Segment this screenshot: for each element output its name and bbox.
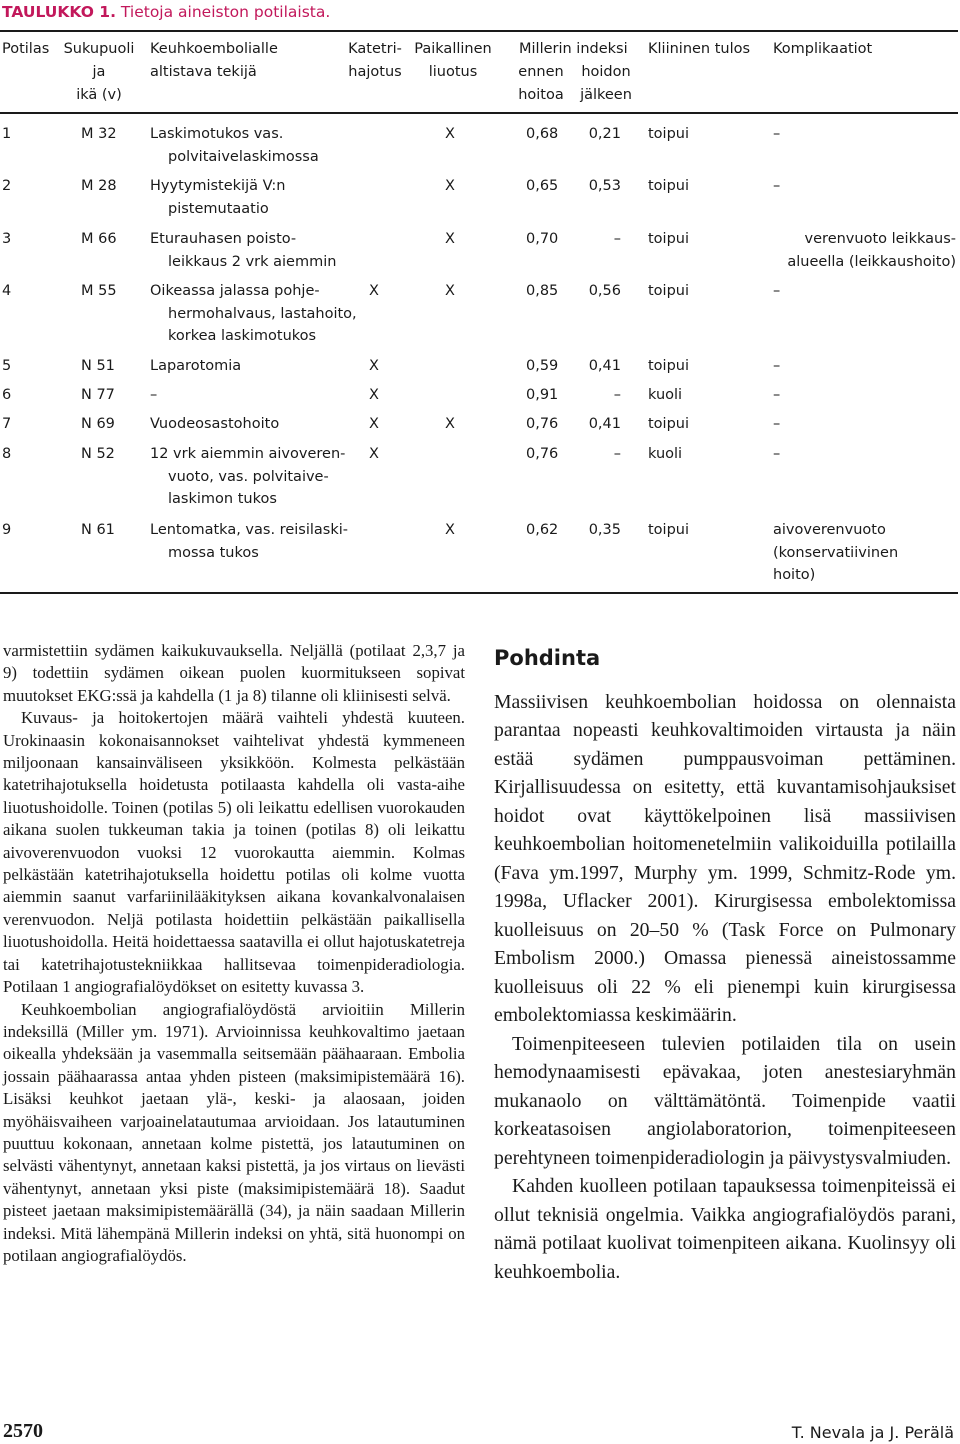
table-top-rule bbox=[0, 30, 958, 32]
cell-kliininen-tulos: toipui bbox=[648, 126, 690, 142]
section-heading-pohdinta: Pohdinta bbox=[494, 646, 601, 670]
paragraph: Massiivisen keuhkoembolian hoidossa on olennaista parantaa nopeasti keuhkovaltimoiden virtausta ja näin estää sydämen pumppausvoiman pettäminen. Kirjallisuudessa on esitetty, että kuvantamisohjauksiset hoidot ovat käyttökelpoinen lisä massiivisen keuhkoembolian hoitomenetelmiin valikoiduilla potilailla (Fava ym.1997, Murphy ym. 1999, Schmitz-Rode ym. 1998a, Uflacker 2001). Kirurgisessa embolektomissa kuolleisuus on 20–50 % (Task Force on Pulmonary Embolism 2000.) Omassa pienessä aineistossamme kuolleisuus oli 22 % eli pienempi kuin kirurgisessa embolektomiassa keskimäärin. bbox=[494, 690, 956, 1026]
cell-komplikaatiot: – bbox=[773, 446, 781, 462]
cell-miller-ennen: 0,85 bbox=[526, 283, 559, 299]
cell-altistava-tekija: Eturauhasen poisto- leikkaus 2 vrk aiemmin bbox=[150, 231, 337, 270]
cell-miller-ennen: 0,76 bbox=[526, 446, 559, 462]
cell-paikallinen: X bbox=[445, 178, 455, 194]
cell-altistava-tekija: – bbox=[150, 387, 158, 403]
cell-altistava-tekija: Laparotomia bbox=[150, 358, 242, 374]
cell-miller-jalkeen: 0,56 bbox=[588, 283, 621, 299]
cell-kliininen-tulos: kuoli bbox=[648, 387, 683, 403]
cell-sukupuoli-ika: N 61 bbox=[81, 522, 115, 538]
header-katetrihajotus: Katetri- hajotus bbox=[348, 41, 402, 80]
cell-potilas: 4 bbox=[2, 283, 12, 299]
header-paikallinen-liuotus: Paikallinen liuotus bbox=[414, 41, 492, 80]
header-komplikaatiot: Komplikaatiot bbox=[773, 41, 873, 57]
cell-sukupuoli-ika: N 51 bbox=[81, 358, 115, 374]
cell-kliininen-tulos: toipui bbox=[648, 178, 690, 194]
cell-sukupuoli-ika: N 77 bbox=[81, 387, 115, 403]
cell-potilas: 1 bbox=[2, 126, 12, 142]
cell-altistava-tekija: 12 vrk aiemmin aivoveren- vuoto, vas. polvitaive- laskimon tukos bbox=[150, 446, 346, 507]
table-bottom-rule bbox=[0, 592, 958, 594]
cell-komplikaatiot: – bbox=[773, 416, 781, 432]
cell-miller-ennen: 0,68 bbox=[526, 126, 559, 142]
cell-paikallinen: X bbox=[445, 231, 455, 247]
cell-miller-jalkeen: – bbox=[613, 231, 621, 247]
cell-komplikaatiot: verenvuoto leikkaus- alueella (leikkaushoito) bbox=[787, 231, 956, 270]
cell-altistava-tekija: Lentomatka, vas. reisilaski- mossa tukos bbox=[150, 522, 348, 561]
cell-potilas: 8 bbox=[2, 446, 12, 462]
cell-potilas: 6 bbox=[2, 387, 12, 403]
header-ennen-hoitoa: ennen hoitoa bbox=[518, 64, 564, 103]
cell-kliininen-tulos: toipui bbox=[648, 231, 690, 247]
cell-kliininen-tulos: toipui bbox=[648, 416, 690, 432]
header-sukupuoli: Sukupuoli ja ikä (v) bbox=[63, 41, 135, 103]
cell-katetrihajotus: X bbox=[369, 446, 379, 462]
cell-komplikaatiot: – bbox=[773, 178, 781, 194]
cell-miller-jalkeen: 0,41 bbox=[588, 416, 621, 432]
cell-sukupuoli-ika: M 28 bbox=[81, 178, 117, 194]
cell-potilas: 7 bbox=[2, 416, 12, 432]
cell-miller-ennen: 0,59 bbox=[526, 358, 559, 374]
cell-katetrihajotus: X bbox=[369, 358, 379, 374]
paragraph: Kahden kuolleen potilaan tapauksessa toimenpiteissä ei ollut teknisiä ongelmia. Vaikka angiografialöydös parani, nämä potilaat kuolivat toimenpiteen aikana. Kuolinsyy oli keuhkoembolia. bbox=[494, 1175, 956, 1283]
cell-miller-ennen: 0,76 bbox=[526, 416, 559, 432]
cell-miller-jalkeen: 0,41 bbox=[588, 358, 621, 374]
cell-potilas: 9 bbox=[2, 522, 12, 538]
table-label: TAULUKKO 1. bbox=[2, 3, 116, 21]
header-potilas: Potilas bbox=[2, 41, 50, 57]
header-kliininen-tulos: Kliininen tulos bbox=[648, 41, 751, 57]
cell-kliininen-tulos: toipui bbox=[648, 283, 690, 299]
footer-authors: T. Nevala ja J. Perälä bbox=[791, 1423, 954, 1442]
cell-kliininen-tulos: kuoli bbox=[648, 446, 683, 462]
cell-paikallinen: X bbox=[445, 416, 455, 432]
cell-komplikaatiot: – bbox=[773, 126, 781, 142]
cell-kliininen-tulos: toipui bbox=[648, 522, 690, 538]
cell-altistava-tekija: Oikeassa jalassa pohje- hermohalvaus, lastahoito, korkea laskimotukos bbox=[150, 283, 357, 344]
cell-sukupuoli-ika: M 55 bbox=[81, 283, 117, 299]
body-column-right bbox=[494, 640, 956, 1286]
paragraph: Toimenpiteeseen tulevien potilaiden tila on usein hemodynaamisesti epävakaa, joten anestesiaryhmän mukanaolo on välttämätöntä. Toimenpide vaatii korkeatasoisen angiolaboratorion, toimenpiteeseen perehtyneen toimenpideradiologin ja päivystysvalmiuden. bbox=[494, 1032, 956, 1169]
paragraph: Keuhkoembolian angiografialöydöstä arvioitiin Millerin indeksillä (Miller ym. 1971). Arvioinnissa keuhkovaltimo jaetaan oikealla yhdeksään ja vasemmalla seitsemään päähaaraan. Embolia jossain päähaarassa antaa yhden pisteen (maksimipistemäärä 16). Lisäksi keuhkot jaetaan ylä-, keski- ja alaosaan, joiden myöhäisvaiheen varjoainelatautumaa arvioidaan. Jos latautuminen puuttuu kokonaan, annetaan kolme pistettä, jos latautuminen on selvästi vähentynyt, annetaan kaksi pistettä, ja jos virtaus on lievästi vähentynyt, annetaan yksi piste (maksimipistemäärä 18). Saadut pisteet jaetaan maksimipistemäärällä (34), ja näin saadaan Millerin indeksi. Mitä lähempänä Millerin indeksi on yhtä, sitä huonompi on potilaan angiografialöydös. bbox=[3, 999, 465, 1265]
cell-sukupuoli-ika: M 32 bbox=[81, 126, 117, 142]
cell-altistava-tekija: Vuodeosastohoito bbox=[150, 416, 280, 432]
header-tekija: Keuhkoembolialle altistava tekijä bbox=[150, 41, 278, 80]
cell-miller-jalkeen: – bbox=[613, 446, 621, 462]
paragraph: varmistettiin sydämen kaikukuvauksella. Neljällä (potilaat 2,3,7 ja 9) todettiin sydämen oikean puolen kuormitukseen sopivat muutokset EKG:ssä ja kahdella (1 ja 8) tilanne oli kliinisesti selvä. bbox=[3, 641, 465, 705]
cell-miller-jalkeen: 0,53 bbox=[588, 178, 621, 194]
cell-sukupuoli-ika: M 66 bbox=[81, 231, 117, 247]
cell-potilas: 3 bbox=[2, 231, 12, 247]
cell-potilas: 2 bbox=[2, 178, 12, 194]
paragraph: Kuvaus- ja hoitokertojen määrä vaihteli yhdestä kuuteen. Urokinaasin kokonaisannokset vaihtelivat yhdestä kymmeneen miljoonaan kansainväliseen yksikköön. Kolmesta pelkästään katetrihajotuksella hoidetusta potilaasta kahdella oli vasta-aihe liuotushoidolle. Toinen (potilas 5) oli leikattu edellisen vuorokauden aikana suolen tukkeuman takia ja toinen (potilas 8) oli leikattu aivoverenvuodon vuoksi 12 vuorokautta aiemmin. Kolmas pelkästään katetrihajotuksella hoidettu potilas oli kolme vuotta aiemmin saanut varfariinilääkityksen aikana kovankalvonalaisen verenvuodon. Neljä potilasta hoidettiin pelkästään paikallisella liuotushoidolla. Heitä hoidettaessa saatavilla ei ollut hajotuskatetreja tai katetrihajotustekniikkaa hallitsevaa toimenpideradiologia. Potilaan 1 angiografialöydökset on esitetty kuvassa 3. bbox=[3, 708, 465, 997]
table-header-rule bbox=[0, 112, 958, 114]
cell-miller-jalkeen: – bbox=[613, 387, 621, 403]
cell-komplikaatiot: – bbox=[773, 358, 781, 374]
cell-sukupuoli-ika: N 69 bbox=[81, 416, 115, 432]
cell-miller-jalkeen: 0,35 bbox=[588, 522, 621, 538]
cell-miller-ennen: 0,91 bbox=[526, 387, 559, 403]
cell-katetrihajotus: X bbox=[369, 283, 379, 299]
header-hoidon-jalkeen: hoidon jälkeen bbox=[580, 64, 632, 103]
cell-altistava-tekija: Hyytymistekijä V:n pistemutaatio bbox=[150, 178, 286, 217]
cell-komplikaatiot: – bbox=[773, 283, 781, 299]
cell-miller-ennen: 0,62 bbox=[526, 522, 559, 538]
cell-sukupuoli-ika: N 52 bbox=[81, 446, 115, 462]
cell-katetrihajotus: X bbox=[369, 416, 379, 432]
page-number: 2570 bbox=[3, 1420, 43, 1442]
cell-komplikaatiot: – bbox=[773, 387, 781, 403]
table-caption bbox=[2, 3, 330, 21]
header-millerin-indeksi: Millerin indeksi bbox=[519, 41, 628, 57]
cell-potilas: 5 bbox=[2, 358, 12, 374]
cell-miller-jalkeen: 0,21 bbox=[588, 126, 621, 142]
cell-miller-ennen: 0,70 bbox=[526, 231, 559, 247]
body-column-left bbox=[3, 640, 465, 1267]
cell-kliininen-tulos: toipui bbox=[648, 358, 690, 374]
cell-komplikaatiot: aivoverenvuoto (konservatiivinen hoito) bbox=[773, 522, 899, 583]
cell-katetrihajotus: X bbox=[369, 387, 379, 403]
cell-paikallinen: X bbox=[445, 126, 455, 142]
table-title: Tietoja aineiston potilaista. bbox=[120, 3, 331, 21]
cell-altistava-tekija: Laskimotukos vas. polvitaivelaskimossa bbox=[150, 126, 319, 165]
cell-paikallinen: X bbox=[445, 522, 455, 538]
cell-miller-ennen: 0,65 bbox=[526, 178, 559, 194]
cell-paikallinen: X bbox=[445, 283, 455, 299]
